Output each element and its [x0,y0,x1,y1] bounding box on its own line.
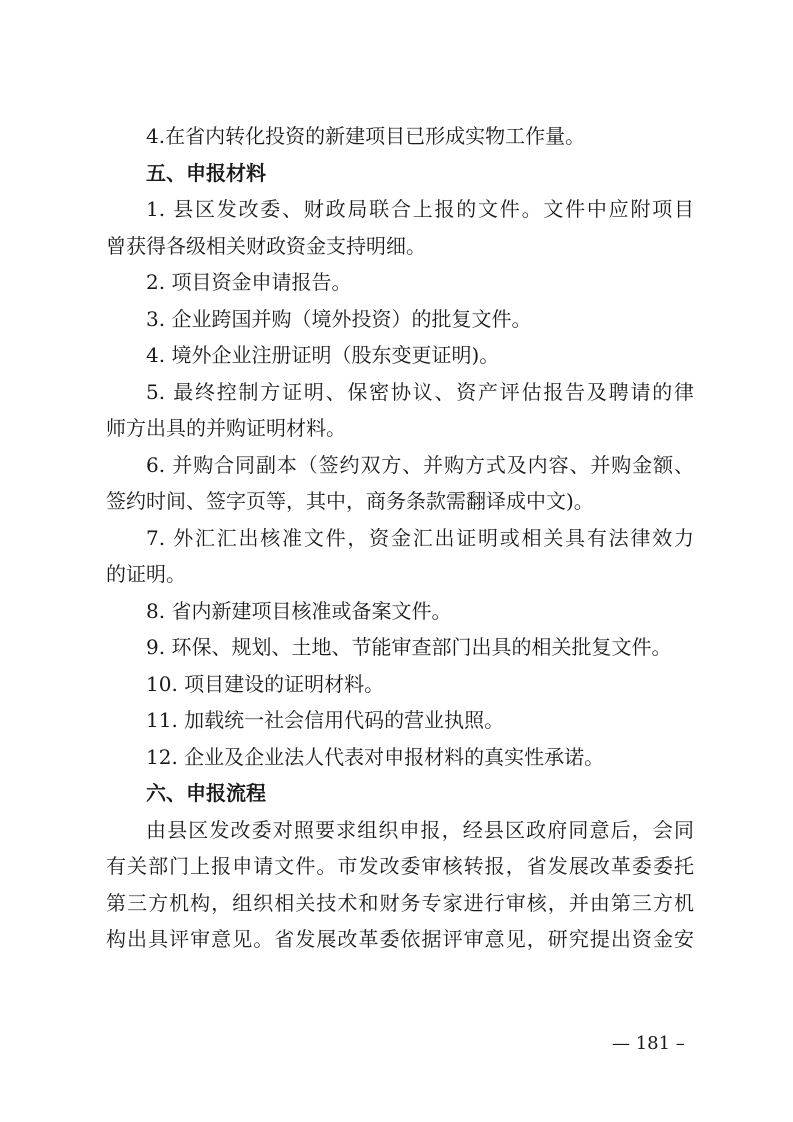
paragraph-line: 10. 项目建设的证明材料。 [146,671,385,696]
paragraph-line: 构出具评审意见。省发展改革委依据评审意见，研究提出资金安 [106,927,694,951]
page-number: — 181 – [612,1033,685,1054]
paragraph-line: 师方出具的并购证明材料。 [106,416,346,440]
paragraph-line: 有关部门上报申请文件。市发改委审核转报，省发展改革委委托 [106,854,694,878]
paragraph-line: 1. 县区发改委、财政局联合上报的文件。文件中应附项目 [146,197,694,221]
paragraph-line: 9. 环保、规划、土地、节能审查部门出具的相关批复文件。 [146,635,672,659]
section-heading-application-process: 六、申报流程 [146,781,266,805]
paragraph-line: 签约时间、签字页等，其中，商务条款需翻译成中文)。 [106,489,594,513]
paragraph-line: 2. 项目资金申请报告。 [146,270,352,294]
document-body [106,118,694,958]
paragraph-line: 8. 省内新建项目核准或备案文件。 [146,598,452,623]
paragraph-line: 的证明。 [106,562,186,586]
paragraph-line: 由县区发改委对照要求组织申报，经县区政府同意后，会同 [146,817,694,842]
paragraph-line: 11. 加载统一社会信用代码的营业执照。 [146,708,505,732]
paragraph-line: 5. 最终控制方证明、保密协议、资产评估报告及聘请的律 [146,379,694,404]
paragraph-line: 7. 外汇汇出核准文件，资金汇出证明或相关具有法律效力 [146,525,694,550]
paragraph-line: 曾获得各级相关财政资金支持明细。 [106,233,426,258]
paragraph-line: 4.在省内转化投资的新建项目已形成实物工作量。 [146,124,586,148]
paragraph-line: 3. 企业跨国并购（境外投资）的批复文件。 [146,306,532,331]
paragraph-line: 4. 境外企业注册证明（股东变更证明)。 [146,343,500,367]
section-heading-application-materials: 五、申报材料 [146,160,266,185]
paragraph-line: 12. 企业及企业法人代表对申报材料的真实性承诺。 [146,744,605,769]
paragraph-line: 6. 并购合同副本（签约双方、并购方式及内容、并购金额、 [146,452,694,477]
paragraph-line: 第三方机构，组织相关技术和财务专家进行审核，并由第三方机 [106,890,694,915]
